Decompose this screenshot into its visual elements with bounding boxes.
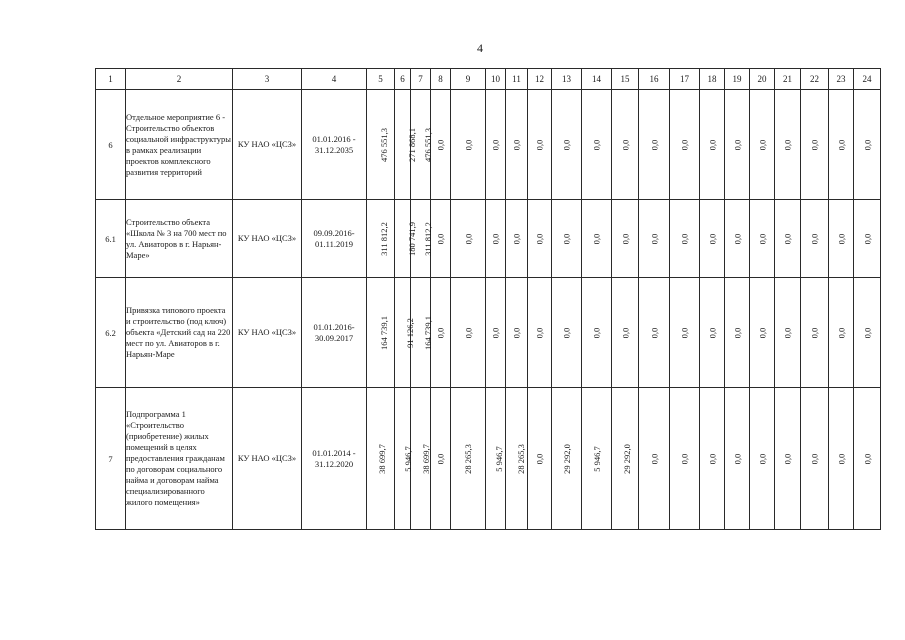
value-text: 28 265,3	[463, 443, 473, 474]
column-header: 19	[725, 69, 750, 90]
row-number: 6.2	[96, 278, 126, 388]
value-text: 5 946,7	[493, 445, 504, 472]
value-text: 0,0	[490, 233, 501, 244]
column-header: 22	[801, 69, 829, 90]
column-header: 20	[750, 69, 775, 90]
value-text: 0,0	[707, 453, 717, 464]
value-text: 38 699,7	[420, 443, 431, 474]
value-cell	[411, 388, 431, 530]
value-cell	[486, 278, 506, 388]
value-text: 0,0	[809, 453, 820, 464]
row-period: 09.09.2016- 01.11.2019	[302, 200, 367, 278]
value-cell	[506, 90, 528, 200]
value-text: 0,0	[732, 139, 742, 150]
table-row	[96, 278, 881, 388]
value-text: 5 946,7	[591, 445, 602, 472]
column-header: 21	[775, 69, 801, 90]
value-cell	[395, 200, 417, 278]
value-cell	[612, 90, 639, 200]
value-cell	[801, 388, 829, 530]
value-text: 311 812,2	[422, 221, 433, 256]
row-organization: КУ НАО «ЦСЗ»	[233, 278, 302, 388]
value-text: 0,0	[620, 139, 630, 150]
value-text: 0,0	[435, 453, 446, 464]
value-cell	[528, 278, 552, 388]
value-text: 0,0	[649, 327, 659, 338]
value-cell	[725, 278, 750, 388]
value-cell	[854, 200, 881, 278]
value-text: 0,0	[561, 139, 572, 150]
value-cell	[700, 278, 725, 388]
row-organization: КУ НАО «ЦСЗ»	[233, 200, 302, 278]
column-header: 23	[829, 69, 854, 90]
value-text: 38 699,7	[376, 443, 387, 474]
value-cell	[582, 200, 612, 278]
column-header: 10	[486, 69, 506, 90]
column-header: 3	[233, 69, 302, 90]
value-cell	[486, 90, 506, 200]
column-header: 1	[96, 69, 126, 90]
value-cell	[639, 90, 670, 200]
column-header: 16	[639, 69, 670, 90]
value-cell	[801, 90, 829, 200]
value-text: 0,0	[782, 327, 793, 338]
value-text: 0,0	[836, 327, 846, 338]
column-header: 6	[395, 69, 411, 90]
row-number: 6.1	[96, 200, 126, 278]
value-cell	[670, 200, 700, 278]
value-cell	[552, 200, 582, 278]
value-text: 0,0	[591, 233, 602, 244]
value-text: 311 812,2	[378, 221, 389, 256]
value-text: 0,0	[435, 139, 446, 150]
value-text: 0,0	[490, 139, 501, 150]
row-name: Строительство объекта «Школа № 3 на 700 мест по ул. Авиаторов в г. Нарьян-Маре»	[126, 200, 233, 278]
row-period: 01.01.2016 - 31.12.2035	[302, 90, 367, 200]
value-text: 0,0	[649, 233, 659, 244]
value-cell	[725, 200, 750, 278]
value-text: 0,0	[836, 453, 846, 464]
value-cell	[775, 388, 801, 530]
value-cell	[829, 90, 854, 200]
value-text: 0,0	[732, 327, 742, 338]
header-row	[96, 69, 881, 90]
value-cell	[451, 388, 486, 530]
value-cell	[775, 200, 801, 278]
value-cell	[451, 200, 486, 278]
value-cell	[552, 388, 582, 530]
value-text: 0,0	[862, 453, 872, 464]
value-cell	[829, 278, 854, 388]
value-text: 0,0	[490, 327, 501, 338]
value-cell	[775, 278, 801, 388]
table-row	[96, 200, 881, 278]
value-cell	[506, 278, 528, 388]
table-row	[96, 90, 881, 200]
value-cell	[775, 90, 801, 200]
value-cell	[367, 388, 395, 530]
value-text: 0,0	[836, 139, 846, 150]
value-cell	[725, 388, 750, 530]
value-cell	[750, 278, 775, 388]
row-period: 01.01.2016- 30.09.2017	[302, 278, 367, 388]
column-header: 12	[528, 69, 552, 90]
value-cell	[725, 90, 750, 200]
value-text: 0,0	[809, 139, 820, 150]
column-header: 2	[126, 69, 233, 90]
value-cell	[506, 200, 528, 278]
value-text: 271 868,1	[407, 127, 417, 162]
value-text: 0,0	[679, 453, 690, 464]
value-cell	[612, 388, 639, 530]
column-header: 4	[302, 69, 367, 90]
row-number: 6	[96, 90, 126, 200]
value-cell	[829, 200, 854, 278]
value-text: 29 292,0	[561, 443, 572, 474]
value-text: 0,0	[534, 453, 545, 464]
value-cell	[395, 278, 415, 388]
row-organization: КУ НАО «ЦСЗ»	[233, 90, 302, 200]
value-cell	[486, 200, 506, 278]
value-text: 0,0	[782, 139, 793, 150]
value-text: 0,0	[511, 139, 522, 150]
value-cell	[670, 90, 700, 200]
value-text: 0,0	[836, 233, 846, 244]
value-text: 0,0	[809, 233, 820, 244]
value-cell	[431, 388, 451, 530]
value-cell	[750, 90, 775, 200]
value-cell	[670, 388, 700, 530]
value-cell	[700, 388, 725, 530]
value-cell	[854, 90, 881, 200]
value-cell	[506, 388, 528, 530]
value-text: 0,0	[809, 327, 820, 338]
value-text: 0,0	[591, 139, 602, 150]
value-text: 164 739,1	[379, 315, 389, 350]
value-text: 0,0	[782, 233, 793, 244]
value-cell	[486, 388, 506, 530]
value-text: 0,0	[591, 327, 602, 338]
value-text: 91 126,2	[404, 317, 415, 348]
value-text: 0,0	[707, 139, 717, 150]
value-cell	[612, 278, 639, 388]
value-cell	[700, 200, 725, 278]
column-header: 18	[700, 69, 725, 90]
value-text: 0,0	[620, 327, 630, 338]
value-text: 5 946,7	[402, 445, 413, 472]
value-text: 0,0	[463, 233, 473, 244]
value-cell	[367, 278, 395, 388]
column-header: 17	[670, 69, 700, 90]
row-number: 7	[96, 388, 126, 530]
value-text: 476 551,3	[423, 127, 433, 162]
page-number: 4	[477, 41, 483, 55]
column-header: 7	[411, 69, 431, 90]
value-text: 0,0	[649, 453, 659, 464]
value-cell	[431, 90, 451, 200]
value-cell	[801, 200, 829, 278]
value-cell	[582, 278, 612, 388]
value-cell	[367, 90, 395, 200]
value-cell	[612, 200, 639, 278]
column-header: 5	[367, 69, 395, 90]
value-cell	[528, 200, 552, 278]
column-header: 13	[552, 69, 582, 90]
value-cell	[395, 90, 417, 200]
value-cell	[528, 90, 552, 200]
value-text: 0,0	[862, 139, 872, 150]
value-text: 164 739,1	[423, 315, 433, 350]
value-cell	[367, 200, 395, 278]
row-name: Подпрограмма 1 «Строительство (приобретение) жилых помещений в целях предоставления гражданам по договорам социального найма и договорам найма специализированного жилого помещения»	[126, 388, 233, 530]
row-name: Привязка типового проекта и строительство (под ключ) объекта «Детский сад на 220 мест по ул. Авиаторов в г. Нарьян-Маре	[126, 278, 233, 388]
value-cell	[552, 90, 582, 200]
value-cell	[431, 278, 451, 388]
value-text: 0,0	[757, 139, 767, 150]
value-text: 0,0	[463, 139, 473, 150]
value-text: 0,0	[620, 233, 630, 244]
value-text: 0,0	[732, 233, 742, 244]
value-cell	[854, 278, 881, 388]
value-text: 0,0	[862, 327, 872, 338]
budget-table	[95, 68, 881, 530]
value-cell	[670, 278, 700, 388]
value-text: 0,0	[757, 327, 767, 338]
value-text: 0,0	[435, 233, 446, 244]
value-text: 0,0	[511, 327, 522, 338]
value-text: 0,0	[435, 327, 446, 338]
value-cell	[552, 278, 582, 388]
value-cell	[829, 388, 854, 530]
value-text: 0,0	[782, 453, 793, 464]
value-text: 0,0	[707, 233, 717, 244]
value-text: 0,0	[534, 327, 545, 338]
value-text: 476 551,3	[379, 127, 389, 162]
value-text: 0,0	[862, 233, 872, 244]
value-cell	[750, 200, 775, 278]
value-text: 0,0	[649, 139, 659, 150]
value-cell	[395, 388, 411, 530]
value-cell	[582, 388, 612, 530]
row-organization: КУ НАО «ЦСЗ»	[233, 388, 302, 530]
value-text: 0,0	[679, 327, 690, 338]
value-cell	[451, 278, 486, 388]
column-header: 8	[431, 69, 451, 90]
value-cell	[582, 90, 612, 200]
value-text: 0,0	[757, 233, 767, 244]
value-cell	[451, 90, 486, 200]
column-header: 15	[612, 69, 639, 90]
value-text: 0,0	[679, 139, 690, 150]
value-text: 0,0	[534, 233, 545, 244]
value-text: 0,0	[561, 233, 572, 244]
value-text: 180 741,9	[407, 221, 417, 256]
value-text: 29 292,0	[621, 443, 632, 474]
value-text: 0,0	[679, 233, 690, 244]
value-cell	[854, 388, 881, 530]
value-text: 0,0	[511, 233, 522, 244]
value-cell	[639, 278, 670, 388]
value-text: 0,0	[707, 327, 717, 338]
column-header: 24	[854, 69, 881, 90]
value-cell	[750, 388, 775, 530]
value-cell	[431, 200, 451, 278]
column-header: 11	[506, 69, 528, 90]
column-header: 9	[451, 69, 486, 90]
row-period: 01.01.2014 - 31.12.2020	[302, 388, 367, 530]
value-cell	[639, 388, 670, 530]
value-text: 0,0	[561, 327, 572, 338]
value-text: 0,0	[534, 139, 545, 150]
value-cell	[639, 200, 670, 278]
value-cell	[528, 388, 552, 530]
value-text: 28 265,3	[515, 443, 526, 474]
value-text: 0,0	[463, 327, 473, 338]
row-name: Отдельное мероприятие 6 - Строительство объектов социальной инфраструктуры в рамках реализации проектов комплексного развития территорий	[126, 90, 233, 200]
column-header: 14	[582, 69, 612, 90]
value-cell	[700, 90, 725, 200]
value-text: 0,0	[757, 453, 767, 464]
value-cell	[801, 278, 829, 388]
value-text: 0,0	[732, 453, 742, 464]
table-row	[96, 388, 881, 530]
